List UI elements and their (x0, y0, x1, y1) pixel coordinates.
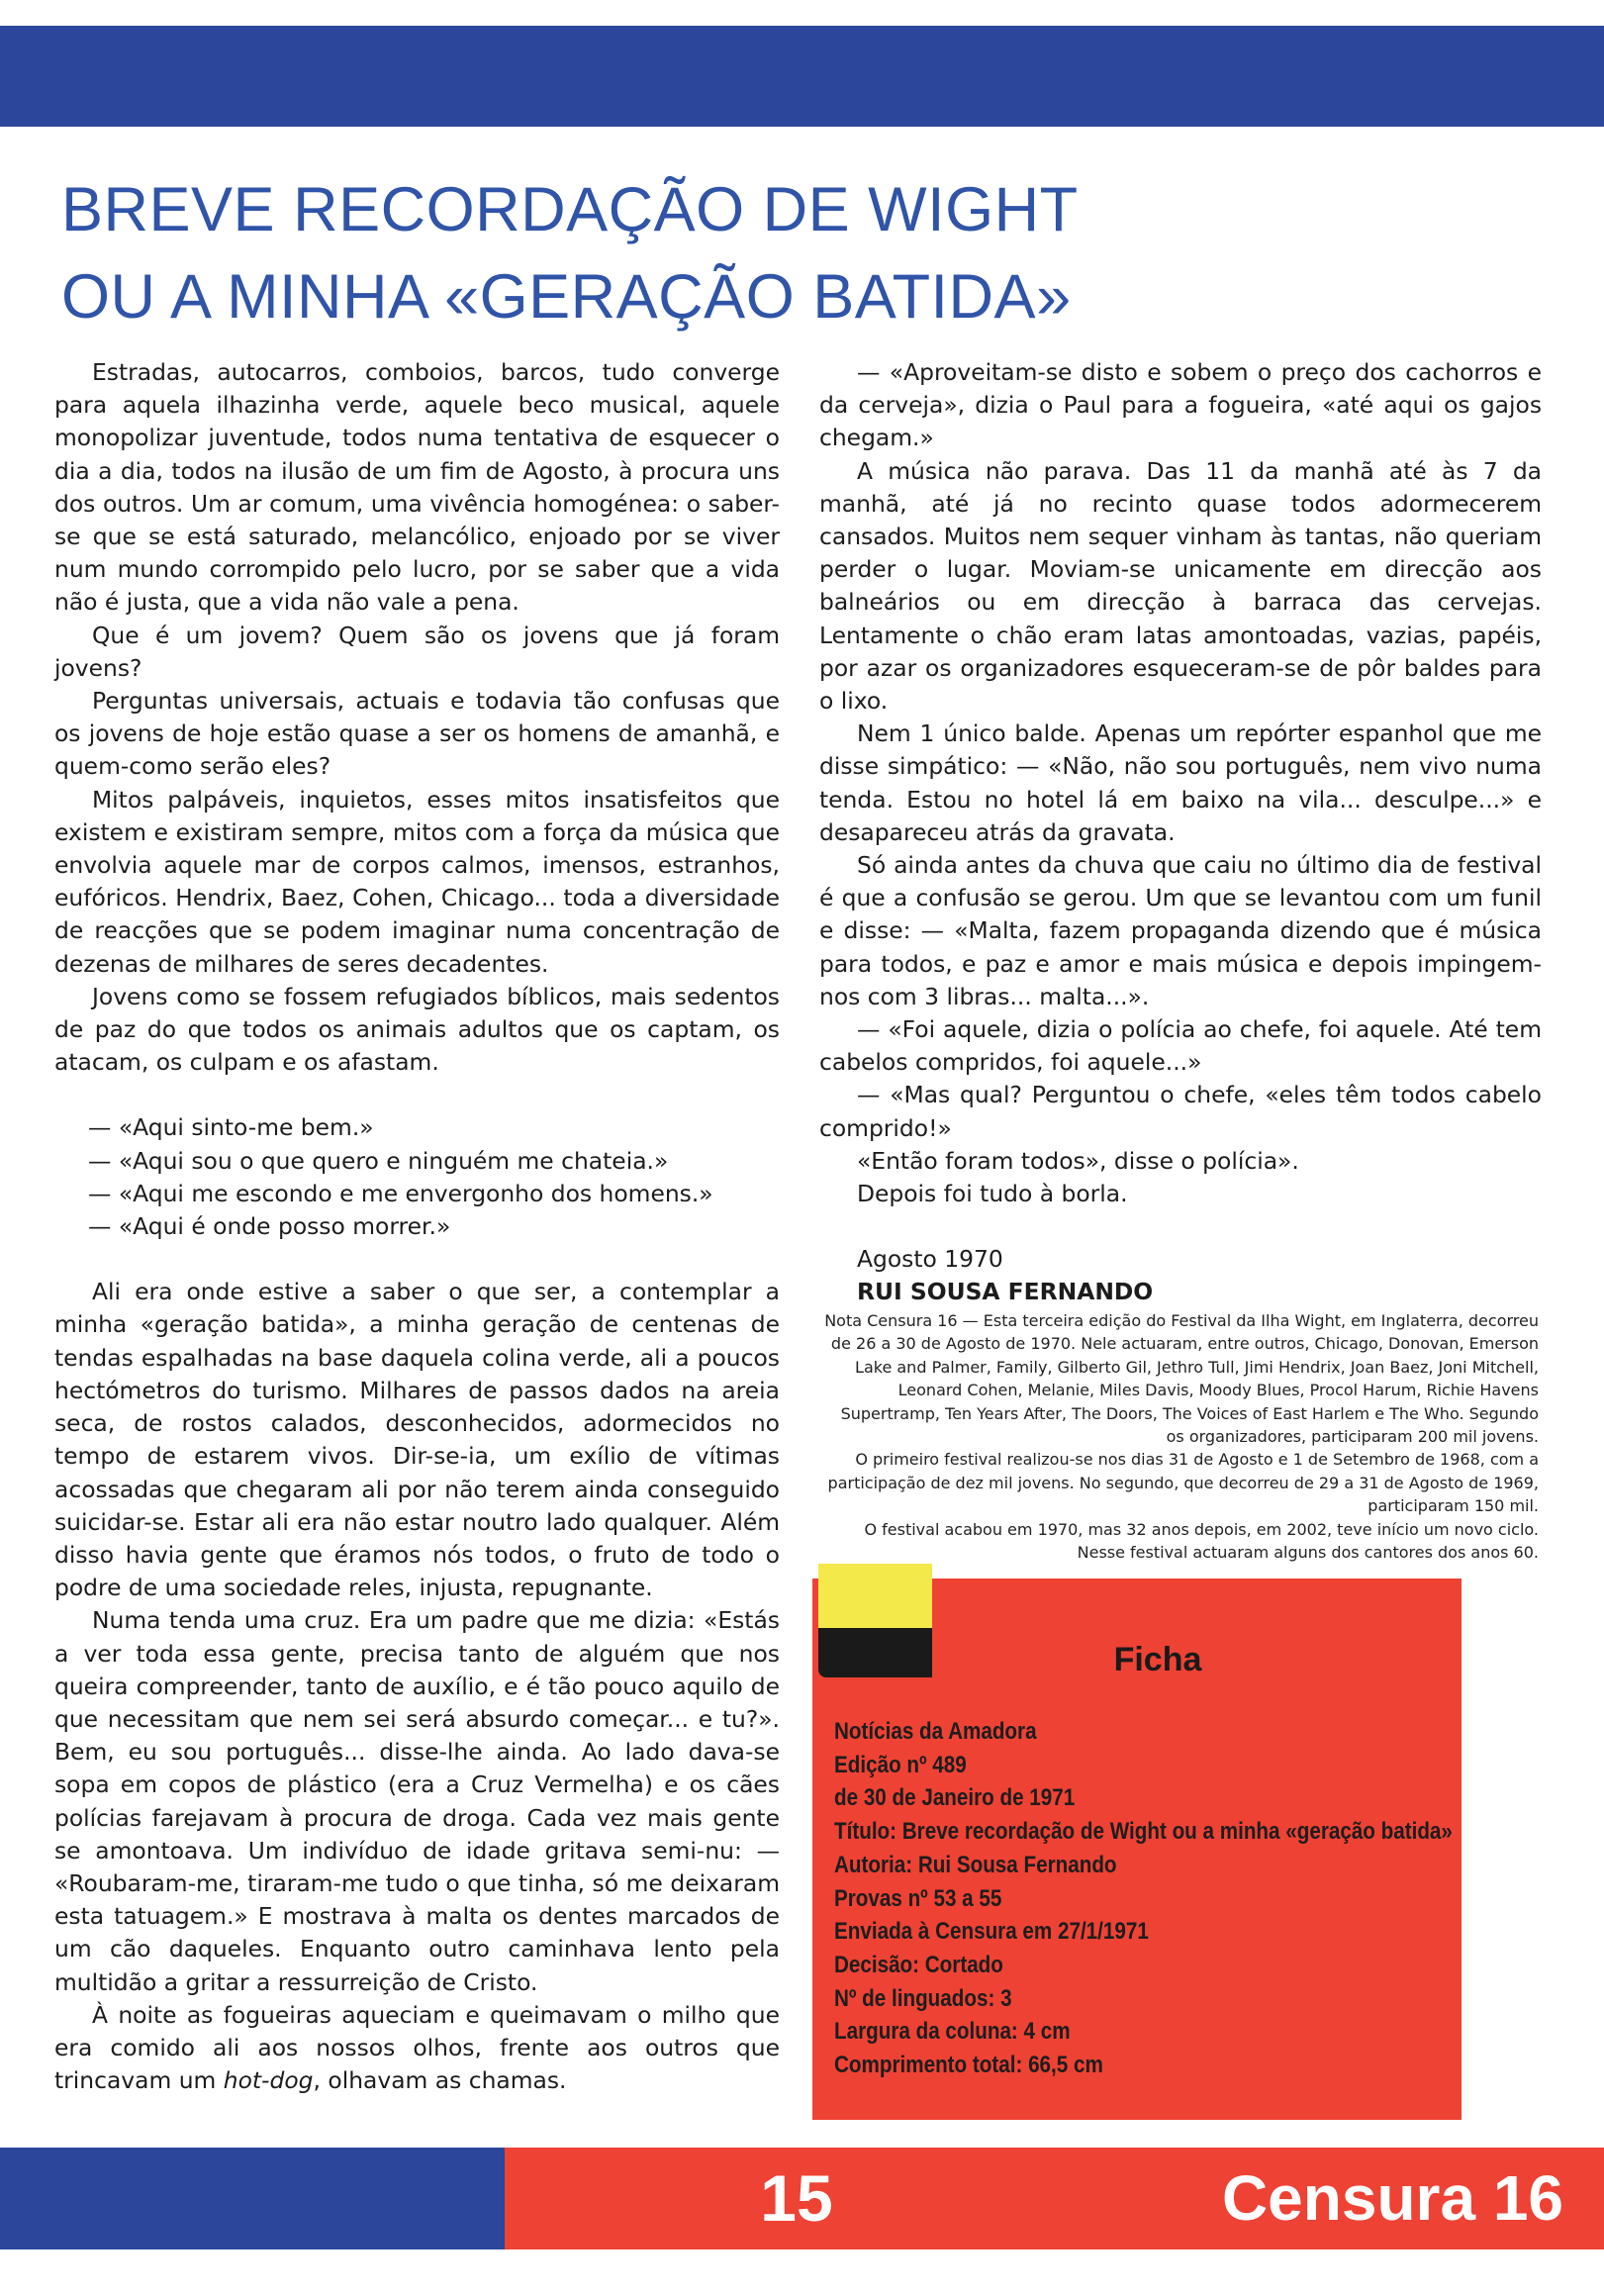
ficha-line: de 30 de Janeiro de 1971 (834, 1784, 1076, 1812)
top-blue-bar (0, 26, 1604, 127)
title-line-1: BREVE RECORDAÇÃO DE WIGHT (61, 175, 1079, 244)
note-paragraph: Nota Censura 16 — Esta terceira edição do Festival da Ilha Wight, em Inglaterra, decorreu de 26 a 30 de Agosto de 1970. Nele actuaram, entre outros, Chicago, Donovan, Emerson Lake and Palmer, Family, Gilberto Gil, Jethro Tull, Jimi Hendrix, Joan Baez, Joni Mitchell, Leonard Cohen, Melanie, Miles Davis, Moody Blues, Procol Harum, Richie Havens Supertramp, Ten Years After, The Doors, The Voices of East Harlem e The Who. Segundo os organizadores, participaram 200 mil jovens. (824, 1311, 1539, 1447)
dialogue-line: — «Aqui sou o que quero e ninguém me chateia.» (88, 1146, 669, 1175)
dialogue-line: — «Aqui é onde posso morrer.» (88, 1212, 451, 1241)
paragraph: Que é um jovem? Quem são os jovens que já foram jovens? (54, 621, 780, 682)
ficha-line: Nº de linguados: 3 (834, 1984, 1012, 2012)
paragraph: Estradas, autocarros, comboios, barcos, tudo converge para aquela ilhazinha verde, aquele beco musical, aquele monopolizar juventude, todos numa tentativa de esquecer o dia a dia, todos na ilusão de um fim de Agosto, à procura uns dos outros. Um ar comum, uma vivência homogénea: o saber-se que se está saturado, melancólico, enjoado por se viver num mundo corrompido pelo lucro, por se saber que a vida não é justa, que a vida não vale a pena. (54, 358, 780, 617)
article-column-left (54, 356, 780, 2097)
editorial-note (819, 1309, 1539, 1564)
ficha-details (834, 1715, 1453, 2082)
ficha-line: Enviada à Censura em 27/1/1971 (834, 1918, 1149, 1946)
paragraph: Numa tenda uma cruz. Era um padre que me dizia: «Estás a ver toda essa gente, precisa tanto de alguém que nos queira compreender, tanto de auxílio, e é tão pouco aquilo de que necessitam que nem sei será absurdo começar... e tu?». Bem, eu sou português... disse-lhe ainda. Ao lado dava-se sopa em copos de plástico (era a Cruz Vermelha) e os cães polícias farejavam à procura de droga. Cada vez mais gente se amontoava. Um indivíduo de idade gritava semi-nu: — «Roubaram-me, tiraram-me tudo o que tinha, só me deixaram esta tatuagem.» E mostrava à malta os dentes marcados de um cão daqueles. Enquanto outro caminhava lento pela multidão a gritar a ressurreição de Cristo. (54, 1606, 780, 1996)
page-number: 15 (760, 2161, 833, 2235)
article-title (61, 166, 1526, 340)
title-line-2: OU A MINHA «GERAÇÃO BATIDA» (61, 262, 1072, 332)
article-column-right (819, 356, 1542, 1309)
dialogue-line: — «Aqui me escondo e me envergonho dos homens.» (88, 1179, 713, 1207)
ficha-black-tab (818, 1628, 932, 1677)
article-date: Agosto 1970 (857, 1245, 1003, 1274)
publication-name: Censura 16 (1221, 2162, 1563, 2234)
dialogue-line: — «Aqui sinto-me bem.» (88, 1113, 374, 1142)
paragraph: Depois foi tudo à borla. (857, 1180, 1128, 1208)
paragraph: Nem 1 único balde. Apenas um repórter espanhol que me disse simpático: — «Não, não sou português, nem vivo numa tenda. Estou no hotel lá em baixo na vila... desculpe...» e desapareceu atrás da gravata. (819, 719, 1542, 846)
ficha-line: Largura da coluna: 4 cm (834, 2018, 1071, 2046)
ficha-line: Provas nº 53 a 55 (834, 1884, 1002, 1912)
ficha-line: Edição nº 489 (834, 1751, 967, 1778)
paragraph: À noite as fogueiras aqueciam e queimavam o milho que era comido ali aos nossos olhos, frente aos outros que trincavam um hot-dog, olhavam as chamas. (54, 2000, 780, 2095)
paragraph: Jovens como se fossem refugiados bíblicos, mais sedentos de paz do que todos os animais adultos que os captam, os atacam, os culpam e os afastam. (54, 982, 780, 1077)
paragraph: — «Mas qual? Perguntou o chefe, «eles têm todos cabelo comprido!» (819, 1081, 1542, 1142)
emphasis-hot-dog: hot-dog (223, 2066, 314, 2095)
paragraph: Ali era onde estive a saber o que ser, a contemplar a minha «geração batida», a minha geração de centenas de tendas espalhadas na base daquela colina verde, ali a poucos hectómetros do turismo. Milhares de passos dados na areia seca, de rostos calados, desconhecidos, adormecidos no tempo de estarem vivos. Dir-se-ia, um exílio de vítimas acossadas que chegaram ali por não terem ainda conseguido suicidar-se. Estar ali era não estar noutro lado qualquer. Além disso havia gente que éramos nós todos, o fruto de todo o podre de uma sociedade reles, injusta, repugnante. (54, 1278, 780, 1602)
paragraph: Mitos palpáveis, inquietos, esses mitos insatisfeitos que existem e existiram sempre, mitos com a força da música que envolvia aquele mar de corpos calmos, imensos, estranhos, eufóricos. Hendrix, Baez, Cohen, Chicago... toda a diversidade de reacções que se podem imaginar numa concentração de dezenas de milhares de seres decadentes. (54, 785, 780, 978)
note-paragraph: O festival acabou em 1970, mas 32 anos depois, em 2002, teve início um novo ciclo. Nesse festival actuaram alguns dos cantores dos anos 60. (864, 1519, 1539, 1563)
paragraph: — «Aproveitam-se disto e sobem o preço dos cachorros e da cerveja», dizia o Paul para a fogueira, «até aqui os gajos chegam.» (819, 358, 1542, 452)
paragraph: Perguntas universais, actuais e todavia tão confusas que os jovens de hoje estão quase a ser os homens de amanhã, e quem-como serão eles? (54, 687, 780, 781)
paragraph: «Então foram todos», disse o polícia». (857, 1146, 1299, 1175)
paragraph: Só ainda antes da chuva que caiu no último dia de festival é que a confusão se gerou. Um que se levantou com um funil e disse: — «Malta, fazem propaganda dizendo que é música para todos, e paz e amor e mais música e depois impingem-nos com 3 libras... malta...». (819, 851, 1542, 1010)
ficha-yellow-tab (818, 1564, 932, 1633)
author-signature: RUI SOUSA FERNANDO (857, 1278, 1154, 1306)
ficha-line: Decisão: Cortado (834, 1951, 1003, 1978)
ficha-line: Título: Breve recordação de Wight ou a minha «geração batida» (834, 1818, 1453, 1846)
ficha-line: Autoria: Rui Sousa Fernando (834, 1851, 1117, 1878)
ficha-line: Notícias da Amadora (834, 1718, 1037, 1745)
paragraph: — «Foi aquele, dizia o polícia ao chefe, foi aquele. Até tem cabelos compridos, foi aquele...» (819, 1015, 1542, 1077)
paragraph: A música não parava. Das 11 da manhã até às 7 da manhã, até já no recinto quase todos adormecerem cansados. Muitos nem sequer vinham às tantas, não queriam perder o lugar. Moviam-se unicamente em direcção aos balneários ou em direcção à barraca das cervejas. Lentamente o chão eram latas amontoadas, vazias, papéis, por azar os organizadores esqueceram-se de pôr baldes para o lixo. (819, 456, 1542, 716)
footer-blue-bar (0, 2148, 505, 2249)
ficha-line: Comprimento total: 66,5 cm (834, 2052, 1103, 2079)
note-paragraph: O primeiro festival realizou-se nos dias 31 de Agosto e 1 de Setembro de 1968, com a participação de dez mil jovens. No segundo, que decorreu de 29 a 31 de Agosto de 1969, participaram 150 mil. (827, 1450, 1539, 1516)
ficha-title: Ficha (1113, 1641, 1202, 1678)
